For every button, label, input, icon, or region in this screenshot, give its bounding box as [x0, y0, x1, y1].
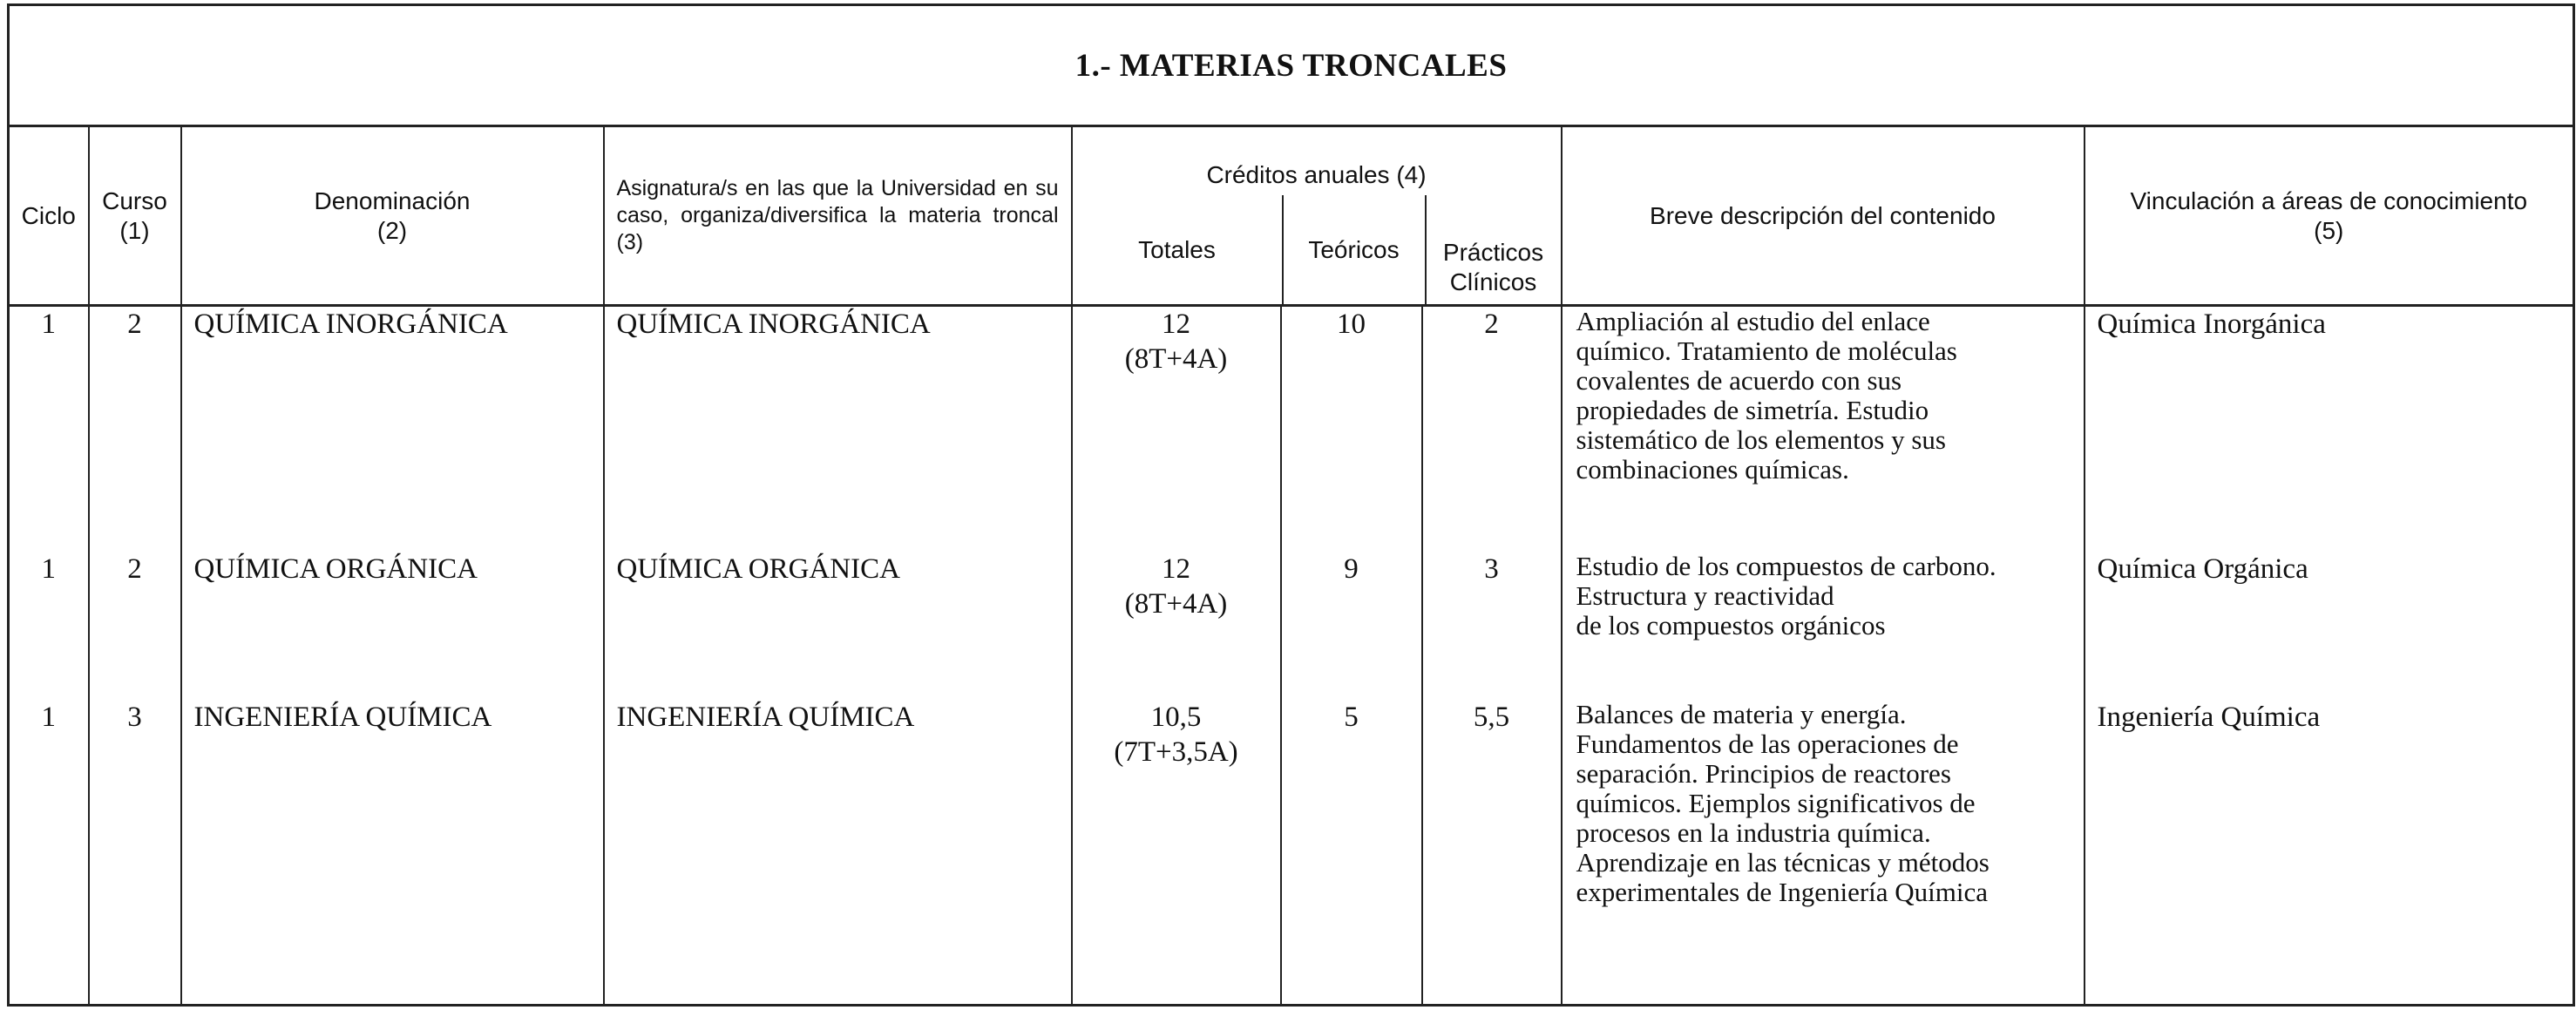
desc-line: Balances de materia y energía.: [1576, 698, 1907, 729]
cell-teoricos: 10: [1281, 306, 1422, 552]
cell-teoricos: 5: [1281, 700, 1422, 1006]
page-title: 1.- MATERIAS TRONCALES: [1074, 47, 1508, 84]
cell-totales-value: 10,5: [1150, 701, 1202, 733]
table-row: [9, 700, 2574, 1006]
materias-troncales-table: [7, 3, 2575, 1007]
cell-totales-value: 12: [1162, 552, 1190, 585]
cell-totales-detail: (8T+4A): [1124, 343, 1228, 375]
title-row: [9, 5, 2574, 126]
cell-denominacion: INGENIERÍA QUÍMICA: [181, 700, 604, 1006]
header-asignaturas: [604, 126, 1072, 306]
cell-descripcion: [1562, 552, 2085, 700]
cell-practicos: 3: [1422, 552, 1562, 700]
cell-totales-value: 12: [1162, 308, 1190, 340]
desc-line: Estudio de los compuestos de carbono.: [1576, 550, 1996, 581]
header-practicos-label: Prácticos: [1442, 238, 1544, 266]
cell-area: Ingeniería Química: [2085, 700, 2574, 1006]
header-totales: [1073, 195, 1282, 304]
header-curso-note: (1): [119, 216, 150, 244]
header-ciclo-label: Ciclo: [21, 201, 76, 229]
cell-totales: [1072, 306, 1281, 552]
cell-descripcion: [1562, 700, 2085, 1006]
header-curso-label: Curso: [102, 186, 167, 214]
desc-line: sistemático de los elementos y sus: [1576, 424, 1946, 455]
header-creditos-label: Créditos anuales (4): [1206, 161, 1427, 188]
desc-line: combinaciones químicas.: [1576, 454, 1849, 485]
cell-practicos: 2: [1422, 306, 1562, 552]
header-descripcion: [1562, 126, 2085, 306]
header-vinculacion: [2085, 126, 2574, 306]
header-ciclo: [9, 126, 89, 306]
cell-denominacion: QUÍMICA ORGÁNICA: [181, 552, 604, 700]
cell-curso: 2: [89, 306, 181, 552]
cell-asignatura: QUÍMICA ORGÁNICA: [604, 552, 1072, 700]
header-totales-label: Totales: [1138, 235, 1216, 263]
desc-line: procesos en la industria química.: [1576, 817, 1931, 848]
table-row: [9, 306, 2574, 552]
desc-line: Ampliación al estudio del enlace: [1576, 306, 1930, 336]
desc-line: Estructura y reactividad: [1576, 580, 1834, 611]
cell-ciclo: 1: [9, 552, 89, 700]
header-creditos: [1072, 126, 1562, 306]
cell-curso: 3: [89, 700, 181, 1006]
cell-descripcion: [1562, 306, 2085, 552]
header-curso: [89, 126, 181, 306]
cell-area: Química Orgánica: [2085, 552, 2574, 700]
cell-totales-detail: (7T+3,5A): [1114, 735, 1238, 768]
table-row: [9, 552, 2574, 700]
desc-line: propiedades de simetría. Estudio: [1576, 395, 1929, 425]
document-sheet: [7, 3, 2573, 1007]
header-row: [9, 126, 2574, 306]
cell-totales: [1072, 700, 1281, 1006]
cell-teoricos: 9: [1281, 552, 1422, 700]
desc-line: químico. Tratamiento de moléculas: [1576, 336, 1957, 366]
cell-denominacion: QUÍMICA INORGÁNICA: [181, 306, 604, 552]
desc-line: Fundamentos de las operaciones de: [1576, 728, 1959, 759]
header-vinculacion-label: Vinculación a áreas de conocimiento: [2130, 186, 2528, 214]
header-asignaturas-label: Asignatura/s en las que la Universidad en su caso, organiza/diversifica la materia troncal (3): [616, 176, 1059, 254]
header-teoricos-label: Teóricos: [1308, 235, 1400, 263]
cell-totales-detail: (8T+4A): [1124, 587, 1228, 620]
header-descripcion-label: Breve descripción del contenido: [1650, 201, 1996, 229]
cell-totales: [1072, 552, 1281, 700]
cell-area: Química Inorgánica: [2085, 306, 2574, 552]
desc-line: de los compuestos orgánicos: [1576, 609, 1886, 641]
desc-line: separación. Principios de reactores: [1576, 757, 1951, 789]
header-vinculacion-note: (5): [2314, 216, 2344, 244]
desc-line: covalentes de acuerdo con sus: [1576, 365, 1902, 396]
header-denominacion: [181, 126, 604, 306]
desc-line: Aprendizaje en las técnicas y métodos: [1576, 846, 1990, 878]
header-denominacion-label: Denominación: [314, 186, 471, 214]
cell-curso: 2: [89, 552, 181, 700]
header-practicos: [1425, 195, 1561, 304]
cell-asignatura: INGENIERÍA QUÍMICA: [604, 700, 1072, 1006]
desc-line: experimentales de Ingeniería Química: [1576, 876, 1989, 907]
cell-ciclo: 1: [9, 306, 89, 552]
header-teoricos: [1282, 195, 1425, 304]
header-clinicos-label: Clínicos: [1449, 268, 1537, 295]
desc-line: químicos. Ejemplos significativos de: [1576, 787, 1976, 818]
cell-practicos: 5,5: [1422, 700, 1562, 1006]
cell-asignatura: QUÍMICA INORGÁNICA: [604, 306, 1072, 552]
cell-ciclo: 1: [9, 700, 89, 1006]
header-denominacion-note: (2): [376, 216, 408, 244]
